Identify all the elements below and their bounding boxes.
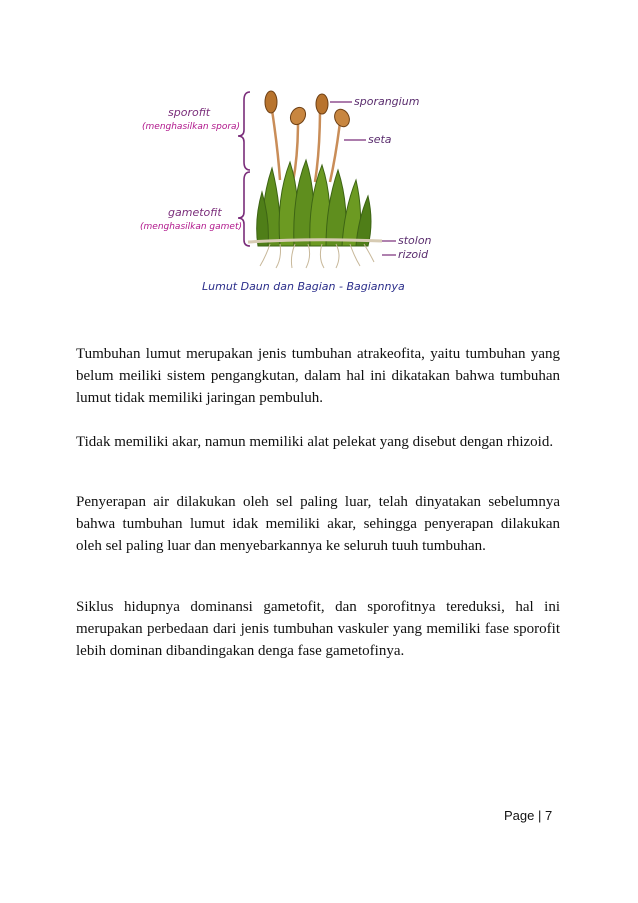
gametofit-bracket xyxy=(238,172,250,246)
sporangium-capsule xyxy=(316,94,328,114)
figure-caption: Lumut Daun dan Bagian - Bagiannya xyxy=(202,280,405,293)
page-number: Page | 7 xyxy=(504,808,553,823)
gametofit-note: (menghasilkan gamet) xyxy=(140,222,243,232)
seta-label: seta xyxy=(368,133,392,146)
sporangium-capsule xyxy=(265,91,277,113)
paragraph: Siklus hidupnya dominansi gametofit, dan sporofitnya tereduksi, hal ini merupakan perbedaan dari jenis tumbuhan vaskuler yang memiliki fase sporofit lebih dominan dibandingakan denga fase gametofinya. xyxy=(76,599,560,659)
sporangium-capsule xyxy=(332,107,352,129)
sporangium-label: sporangium xyxy=(354,95,420,108)
moss-diagram xyxy=(130,70,450,302)
stolon-label: stolon xyxy=(398,234,432,247)
seta-stalk xyxy=(293,122,298,182)
sporofit-note: (menghasilkan spora) xyxy=(142,122,241,132)
gametofit-shoots xyxy=(257,160,371,246)
paragraph: Tidak memiliki akar, namun memiliki alat pelekat yang disebut dengan rhizoid. xyxy=(76,434,554,450)
sporofit-label: sporofit xyxy=(168,106,211,119)
seta-stalk xyxy=(272,110,280,180)
paragraph: Penyerapan air dilakukan oleh sel paling luar, telah dinyatakan sebelumnya bahwa tumbuhan lumut idak memiliki akar, sehingga penyerapan dilakukan oleh sel paling luar dan menyebarkannya ke seluruh tuuh tumbuhan. xyxy=(76,494,560,554)
sporangium-capsule xyxy=(287,105,308,128)
rizoid-label: rizoid xyxy=(398,248,429,261)
gametofit-label: gametofit xyxy=(168,206,222,219)
paragraph: Tumbuhan lumut merupakan jenis tumbuhan atrakeofita, yaitu tumbuhan yang belum meiliki sistem pengangkutan, dalam hal ini dikatakan bahwa tumbuhan lumut tidak memiliki jaringan pembuluh. xyxy=(76,346,560,406)
rizoid-roots xyxy=(260,244,374,268)
seta-stalk xyxy=(315,108,320,182)
